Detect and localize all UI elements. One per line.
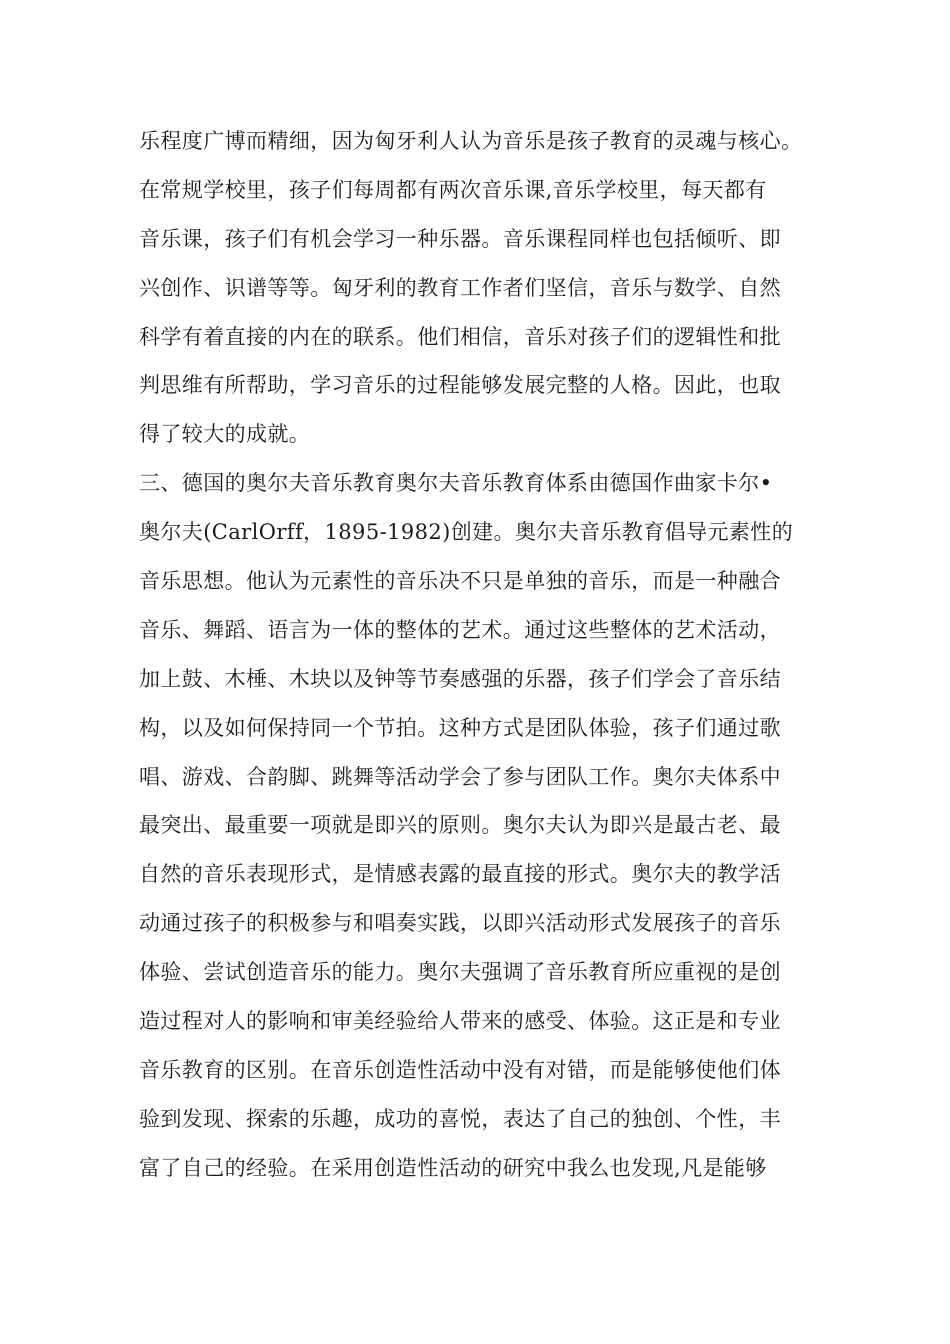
body-text [139, 121, 829, 1197]
section-heading-line: 三、德国的奥尔夫音乐教育奥尔夫音乐教育体系由德国作曲家卡尔• [139, 471, 773, 496]
text-line: 体验、尝试创造音乐的能力。奥尔夫强调了音乐教育所应重视的是创 [139, 960, 781, 985]
text-line: 在常规学校里，孩子们每周都有两次音乐课,音乐学校里，每天都有 [139, 177, 767, 202]
text-line: 奥尔夫(CarlOrff，1895-1982)创建。奥尔夫音乐教育倡导元素性的 [139, 520, 794, 545]
text-line: 科学有着直接的内在的联系。他们相信，音乐对孩子们的逻辑性和批 [139, 324, 781, 349]
text-line: 最突出、最重要一项就是即兴的原则。奥尔夫认为即兴是最古老、最 [139, 813, 781, 838]
text-line: 兴创作、识谱等等。匈牙利的教育工作者们坚信，音乐与数学、自然 [139, 275, 781, 300]
text-line: 得了较大的成就。 [139, 422, 311, 447]
text-line: 富了自己的经验。在采用创造性活动的研究中我么也发现,凡是能够 [139, 1155, 767, 1180]
text-line: 唱、游戏、合韵脚、跳舞等活动学会了参与团队工作。奥尔夫体系中 [139, 764, 781, 789]
text-line: 音乐教育的区别。在音乐创造性活动中没有对错，而是能够使他们体 [139, 1057, 781, 1082]
text-line: 验到发现、探索的乐趣，成功的喜悦，表达了自己的独创、个性，丰 [139, 1106, 781, 1131]
text-line: 音乐、舞蹈、语言为一体的整体的艺术。通过这些整体的艺术活动， [139, 617, 781, 642]
text-line: 自然的音乐表现形式，是情感表露的最直接的形式。奥尔夫的教学活 [139, 862, 781, 887]
text-line: 动通过孩子的积极参与和唱奏实践，以即兴活动形式发展孩子的音乐 [139, 911, 781, 936]
text-line: 音乐思想。他认为元素性的音乐决不只是单独的音乐，而是一种融合 [139, 569, 781, 594]
text-line: 乐程度广博而精细，因为匈牙利人认为音乐是孩子教育的灵魂与核心。 [139, 129, 803, 153]
text-line: 加上鼓、木棰、木块以及钟等节奏感强的乐器，孩子们学会了音乐结 [139, 666, 781, 691]
text-line: 造过程对人的影响和审美经验给人带来的感受、体验。这正是和专业 [139, 1009, 781, 1034]
text-line: 判思维有所帮助，学习音乐的过程能够发展完整的人格。因此，也取 [139, 373, 781, 398]
text-line: 音乐课，孩子们有机会学习一种乐器。音乐课程同样也包括倾听、即 [139, 226, 781, 251]
text-line: 构，以及如何保持同一个节拍。这种方式是团队体验，孩子们通过歌 [139, 715, 781, 740]
